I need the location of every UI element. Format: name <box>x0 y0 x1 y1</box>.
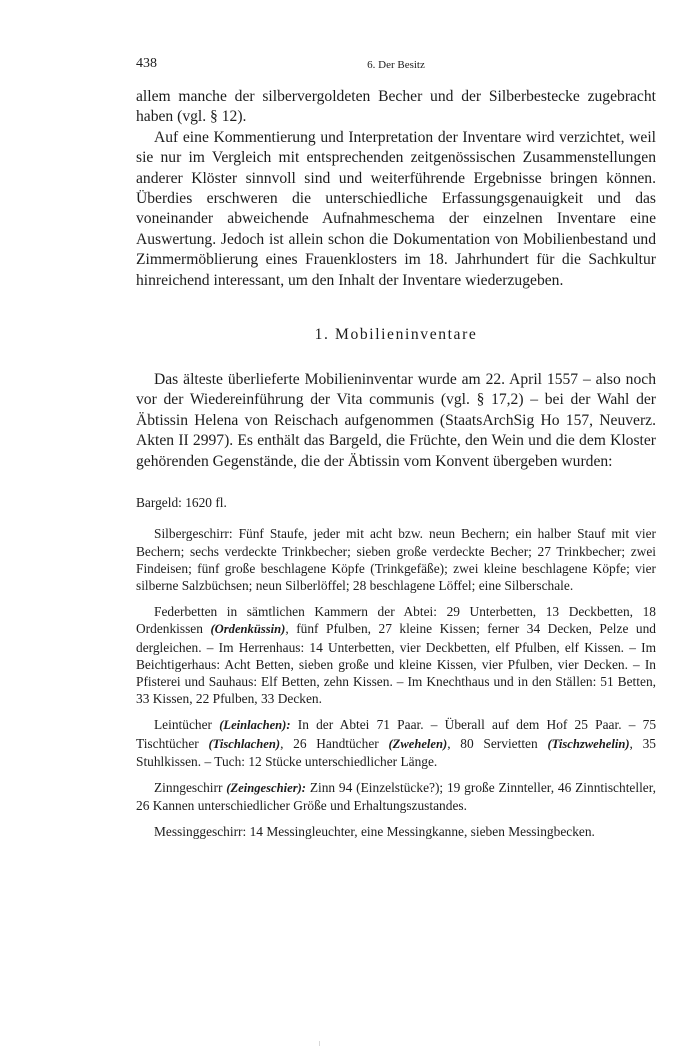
section-heading: 1. Mobilieninventare <box>314 326 478 344</box>
intro-paragraph-continued: allem manche der silbervergoldeten Becher und der Silberbestecke zugebracht haben (vgl. § 12). <box>136 88 656 126</box>
leintuecher-text-3: , 26 Handtücher <box>280 735 389 751</box>
historic-term-zwehelen: (Zwehelen) <box>388 736 448 751</box>
federbetten-text-1: Federbetten in sämtlichen Kammern der Abtei: 29 Unterbetten, 13 Deckbetten, 18 Ordenkissen <box>136 604 656 637</box>
inventory-list <box>136 494 656 840</box>
federbetten-text-2: , fünf Pfulben, 27 kleine Kissen; ferner 34 Decken, Pelze und dergleichen. – Im Herrenhaus: 14 Unterbetten, vier Deckbetten, elf Pfulben, elf Kissen. – Im Beichtigerhaus: Acht Betten, sieben große und kleine Kissen, vier Pfulben, vier Decken. – In Pfisterei und Sauhaus: Elf Betten, zehn Kissen. – Im Knechthaus und in den Ställen: 51 Betten, 33 Kissen, 22 Pfulben, 33 Decken. <box>136 621 656 707</box>
historic-term-tischlachen: (Tischlachen) <box>208 736 281 751</box>
section-paragraph-inventory-1557: Das älteste überlieferte Mobilieninventar wurde am 22. April 1557 – also noch vor der Wiedereinführung der Vita communis (vgl. § 17,2) – bei der Wahl der Äbtissin Helena von Reischach aufgenommen (StaatsArchSig Ho 157, Neuverz. Akten II 2997). Es enthält das Bargeld, die Früchte, den Wein und die dem Kloster gehörenden Gegenstände, die der Äbtissin vom Konvent übergeben wurden: <box>136 371 656 470</box>
inventory-item-zinngeschirr <box>136 779 656 814</box>
intro-paragraph-commentary: Auf eine Kommentierung und Interpretation der Inventare wird verzichtet, weil sie nur im Vergleich mit entsprechenden zeitgenössischen Zusammenstellungen anderer Klöster sinnvoll sind und weiterführende Ergebnisse bringen können. Überdies erschweren die unterschiedliche Erfassungsgenauigkeit und das voneinander abweichende Aufnahmeschema der einzelnen Inventare eine Auswertung. Jedoch ist allein schon die Dokumentation von Mobilienbestand und Zimmermöblierung eines Frauenklosters im 18. Jahrhundert für die Sachkultur hinreichend interessant, um den Inhalt der Inventare wiederzugeben. <box>136 128 656 289</box>
leintuecher-text-2: In der Abtei 71 Paar. – Überall auf dem Hof 25 Paar. – 75 Tischtücher <box>136 717 657 751</box>
scan-mark <box>319 1041 320 1046</box>
inventory-item-leintuecher <box>136 716 656 770</box>
page-header <box>136 56 656 76</box>
historic-term-leinlachen: (Leinlachen): <box>219 718 291 733</box>
leintuecher-text-5: , 35 Stuhlkissen. – Tuch: 12 Stücke unterschiedlicher Länge. <box>136 735 656 769</box>
leintuecher-text-1: Leintücher <box>154 717 220 733</box>
page-number: 438 <box>136 56 157 71</box>
inventory-item-messinggeschirr: Messinggeschirr: 14 Messingleuchter, eine Messingkanne, sieben Messingbecken. <box>154 824 595 840</box>
historic-term-tischzwehelin: (Tischzwehelin) <box>547 736 630 751</box>
historic-term-ordenkuessin: (Ordenküssin) <box>210 622 286 637</box>
zinngeschirr-text-2: Zinn 94 (Einzelstücke?); 19 große Zinnteller, 46 Zinntischteller, 26 Kannen unterschiedlicher Größe und Erhaltungszustandes. <box>136 779 657 814</box>
zinngeschirr-text-1: Zinngeschirr <box>154 779 227 795</box>
inventory-item-bargeld: Bargeld: 1620 fl. <box>136 495 227 511</box>
inventory-item-federbetten <box>136 603 656 707</box>
inventory-item-silbergeschirr: Silbergeschirr: Fünf Staufe, jeder mit acht bzw. neun Bechern; ein halber Stauf mit vier Bechern; sechs verdeckte Trinkbecher; sieben große verdeckte Becher; 27 Trinkbecher; zwei Findeisen; fünf große beschlagene Köpfe (Trinkgefäße); zwei kleine beschlagene Köpfe; vier silberne Salzbüchsen; neun Silberlöffel; 28 beschlagene Löffel; eine Silberschale. <box>136 526 656 593</box>
running-head: 6. Der Besitz <box>367 59 425 71</box>
page-body <box>136 87 656 841</box>
leintuecher-text-4: , 80 Servietten <box>447 735 548 751</box>
historic-term-zeingeschier: (Zeingeschier): <box>226 780 306 795</box>
